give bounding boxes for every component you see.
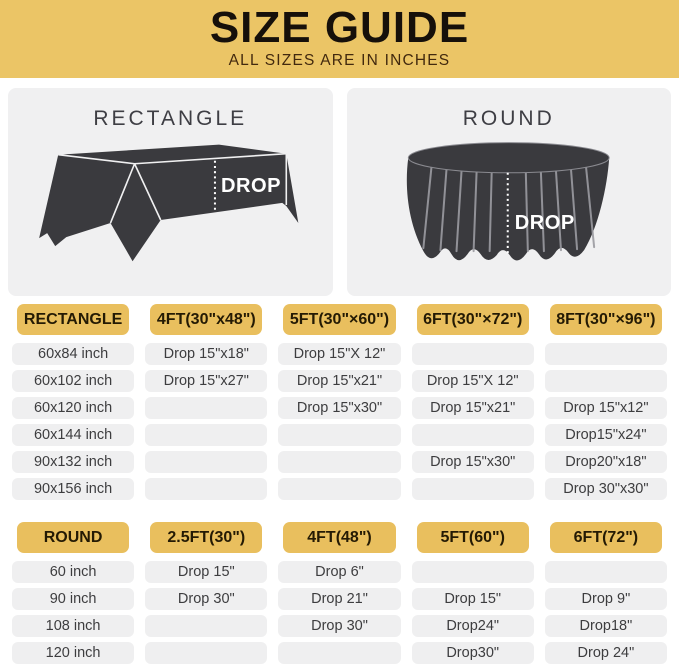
drop-value-cell: Drop 24" <box>545 642 667 664</box>
row-label-cell: 90x132 inch <box>12 451 134 473</box>
drop-value-cell <box>412 343 534 365</box>
drop-value-cell <box>412 561 534 583</box>
round-diagram-panel <box>347 88 672 296</box>
drop-value-cell <box>278 642 400 664</box>
drop-value-cell <box>412 424 534 446</box>
drop-value-cell: Drop 15" <box>412 588 534 610</box>
drop-value-cell <box>145 451 267 473</box>
drop-label: DROP <box>514 212 575 235</box>
row-label-cell: 90 inch <box>12 588 134 610</box>
row-label-cell: 108 inch <box>12 615 134 637</box>
drop-value-cell <box>545 343 667 365</box>
column-header-pill: 6FT(30"×72") <box>417 304 529 335</box>
drop-value-cell <box>412 478 534 500</box>
diagram-panels <box>0 78 679 303</box>
column-header-pill: 4FT(30"x48") <box>150 304 262 335</box>
column-header-pill: 5FT(30"×60") <box>283 304 395 335</box>
round-tabletop <box>408 143 609 173</box>
drop-value-cell: Drop 15"x30" <box>412 451 534 473</box>
drop-value-cell: Drop20"x18" <box>545 451 667 473</box>
drop-value-cell <box>278 424 400 446</box>
drop-value-cell: Drop18" <box>545 615 667 637</box>
row-label-cell: 60 inch <box>12 561 134 583</box>
header-band <box>0 0 679 78</box>
column-header-pill: 2.5FT(30") <box>150 522 262 553</box>
drop-value-cell: Drop 30"x30" <box>545 478 667 500</box>
drop-value-cell: Drop 30" <box>145 588 267 610</box>
drop-value-cell <box>145 397 267 419</box>
column-header-pill: ROUND <box>17 522 129 553</box>
drop-value-cell: Drop30" <box>412 642 534 664</box>
row-label-cell: 90x156 inch <box>12 478 134 500</box>
drop-value-cell <box>278 451 400 473</box>
drop-value-cell: Drop 15" <box>145 561 267 583</box>
page-subtitle: ALL SIZES ARE IN INCHES <box>228 52 451 69</box>
drop-value-cell: Drop 15"x21" <box>412 397 534 419</box>
drop-value-cell <box>145 424 267 446</box>
drop-value-cell: Drop 15"X 12" <box>412 370 534 392</box>
row-label-cell: 60x120 inch <box>12 397 134 419</box>
row-label-cell: 60x144 inch <box>12 424 134 446</box>
drop-value-cell: Drop 30" <box>278 615 400 637</box>
row-label-cell: 60x84 inch <box>12 343 134 365</box>
rectangle-size-table <box>12 304 667 500</box>
round-size-table <box>12 522 667 664</box>
drop-value-cell: Drop 6" <box>278 561 400 583</box>
column-header-pill: RECTANGLE <box>17 304 129 335</box>
drop-value-cell <box>145 478 267 500</box>
row-label-cell: 60x102 inch <box>12 370 134 392</box>
page-title: SIZE GUIDE <box>209 3 470 52</box>
drop-value-cell: Drop 15"x30" <box>278 397 400 419</box>
drop-value-cell: Drop24" <box>412 615 534 637</box>
rectangle-tablecloth-illustration <box>8 142 333 294</box>
drop-value-cell: Drop 15"x21" <box>278 370 400 392</box>
drop-value-cell: Drop 15"X 12" <box>278 343 400 365</box>
drop-value-cell <box>145 642 267 664</box>
drop-value-cell: Drop 21" <box>278 588 400 610</box>
rectangle-diagram-panel <box>8 88 333 296</box>
drop-value-cell: Drop 15"x27" <box>145 370 267 392</box>
drop-value-cell <box>145 615 267 637</box>
drop-value-cell <box>545 561 667 583</box>
drop-value-cell: Drop15"x24" <box>545 424 667 446</box>
size-tables <box>0 303 679 664</box>
round-tablecloth-illustration <box>347 142 672 294</box>
column-header-pill: 8FT(30"×96") <box>550 304 662 335</box>
row-label-cell: 120 inch <box>12 642 134 664</box>
column-header-pill: 6FT(72") <box>550 522 662 553</box>
round-diagram-title: ROUND <box>462 107 555 130</box>
drop-value-cell <box>545 370 667 392</box>
drop-label: DROP <box>220 174 282 197</box>
drop-value-cell: Drop 9" <box>545 588 667 610</box>
column-header-pill: 4FT(48") <box>283 522 395 553</box>
drop-value-cell: Drop 15"x18" <box>145 343 267 365</box>
column-header-pill: 5FT(60") <box>417 522 529 553</box>
rectangle-diagram-title: RECTANGLE <box>93 107 248 130</box>
drop-value-cell <box>278 478 400 500</box>
drop-value-cell: Drop 15"x12" <box>545 397 667 419</box>
